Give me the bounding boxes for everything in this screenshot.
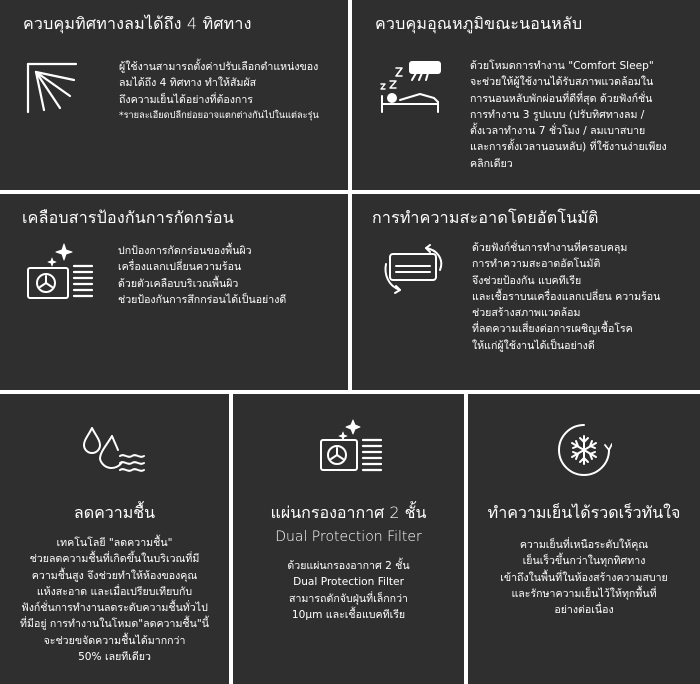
feature-panel-sleep-mode bbox=[352, 0, 700, 190]
description-line: 50% เลยทีเดียว bbox=[78, 651, 151, 664]
description-line: ให้แก่ผู้ใช้งานได้เป็นอย่างดี bbox=[472, 339, 595, 352]
description-line: เครื่องแลกเปลี่ยนความร้อน bbox=[118, 261, 242, 274]
description-line: ช่วยสร้างสภาพแวดล้อม bbox=[472, 307, 581, 320]
description-line: ปกป้องการกัดกร่อนของพื้นผิว bbox=[118, 245, 252, 257]
description-line: *รายละเอียดปลีกย่อยอาจแตกต่างกันไปในแต่ละรุ่น bbox=[119, 109, 319, 121]
description-line: การทำความสะอาดอัตโนมัติ bbox=[472, 258, 601, 271]
panel-description bbox=[0, 535, 229, 665]
description-line: เทคโนโลยี "ลดความชื้น" bbox=[56, 537, 173, 549]
description-line: การทำงาน 3 รูปแบบ (ปรับทิศทางลม / bbox=[470, 108, 645, 121]
panel-title: ทำความเย็นได้รวดเร็วทันใจ bbox=[487, 503, 681, 522]
description-line: และการตั้งเวลานอนหลับ) ที่ใช้งานง่ายเพียง bbox=[470, 141, 667, 154]
air-filter-icon bbox=[319, 418, 383, 474]
panel-title: ลดความชื้น bbox=[73, 503, 156, 522]
feature-panel-dehumidify bbox=[0, 394, 229, 684]
description-line: ความเย็นที่เหนือระดับให้คุณ bbox=[519, 539, 649, 551]
panel-description bbox=[119, 59, 319, 124]
panel-title: แผ่นกรองอากาศ 2 ชั้น bbox=[270, 503, 427, 522]
sleep-mode-icon bbox=[376, 58, 444, 116]
description-line: ถึงความเย็นได้อย่างที่ต้องการ bbox=[119, 93, 253, 106]
description-line: ด้วยแผ่นกรองอากาศ 2 ชั้น bbox=[287, 560, 410, 572]
description-line: ด้วยฟังก์ชั่นการทำงานที่ครอบคลุม bbox=[472, 242, 628, 254]
description-line: คลิกเดียว bbox=[470, 157, 513, 170]
description-line: แห้งสะอาด และเมื่อเปรียบเทียบกับ bbox=[36, 585, 193, 598]
description-line: ช่วยป้องกันการสึกกร่อนได้เป็นอย่างดี bbox=[118, 293, 287, 306]
feature-panel-auto-clean bbox=[352, 194, 700, 390]
wind-directions-icon bbox=[26, 62, 78, 114]
panel-description bbox=[233, 558, 464, 623]
description-line: ที่ลดความเสี่ยงต่อการเผชิญเชื้อโรค bbox=[472, 323, 633, 336]
panel-title: เคลือบสารป้องกันการกัดกร่อน bbox=[22, 208, 234, 227]
description-line: ช่วยลดความชื้นที่เกิดขึ้นในบริเวณที่มี bbox=[29, 553, 200, 566]
description-line: Dual Protection Filter bbox=[293, 576, 404, 589]
panel-description bbox=[472, 240, 660, 354]
description-line: 10μm และเชื้อแบคทีเรีย bbox=[291, 608, 406, 621]
panel-description bbox=[468, 537, 700, 618]
description-line: ด้วยตัวเคลือบบริเวณพื้นผิว bbox=[118, 277, 239, 290]
anti-corrosion-coil-icon bbox=[24, 242, 96, 304]
description-line: อย่างต่อเนื่อง bbox=[554, 604, 614, 617]
panel-title: การทำความสะอาดโดยอัตโนมัติ bbox=[372, 208, 599, 227]
description-line: ฟังก์ชั่นการทำงานลดระดับความชื้นทั่วไป bbox=[21, 602, 208, 615]
description-line: จะช่วยขจัดความชื้นได้มากกว่า bbox=[43, 634, 186, 647]
feature-panel-anti-corrosion bbox=[0, 194, 348, 390]
description-line: จึงช่วยป้องกัน แบคทีเรีย bbox=[472, 274, 582, 287]
description-line: ด้วยโหมดการทำงาน "Comfort Sleep" bbox=[470, 60, 654, 72]
description-line: เย็นเร็วขึ้นกว่าในทุกทิศทาง bbox=[522, 555, 646, 568]
fast-cooling-snowflake-icon bbox=[556, 422, 612, 478]
description-line: และเชื้อราบนเครื่องแลกเปลี่ยน ความร้อน bbox=[472, 290, 661, 303]
description-line: ตั้งเวลาทำงาน 7 ชั่วโมง / ลมเบาสบาย bbox=[470, 125, 646, 138]
panel-title: ควบคุมอุณหภูมิขณะนอนหลับ bbox=[375, 14, 583, 33]
description-line: จะช่วยให้ผู้ใช้งานได้รับสภาพแวดล้อมใน bbox=[470, 76, 654, 89]
description-line: ความชื้นสูง จึงช่วยทำให้ห้องของคุณ bbox=[31, 569, 198, 582]
panel-subtitle: Dual Protection Filter bbox=[275, 529, 422, 545]
panel-description bbox=[118, 243, 286, 308]
description-line: และรักษาความเย็นไว้ให้ทุกพื้นที่ bbox=[511, 587, 657, 600]
description-line: ที่มีอยู่ การทำงานในโหมด"ลดความชื้น"นี้ bbox=[20, 618, 209, 631]
feature-panel-wind-direction bbox=[0, 0, 348, 190]
feature-panel-fast-cooling bbox=[468, 394, 700, 684]
description-line: สามารถดักจับฝุ่นที่เล็กกว่า bbox=[289, 592, 408, 605]
panel-description bbox=[470, 58, 667, 172]
description-line: การนอนหลับพักผ่อนที่ดีที่สุด ด้วยฟังก์ชั่น bbox=[470, 92, 653, 105]
auto-clean-icon bbox=[382, 244, 446, 298]
panel-title: ควบคุมทิศทางลมได้ถึง 4 ทิศทาง bbox=[23, 14, 252, 33]
description-line: เข้าถึงในพื้นที่ในห้องสร้างความสบาย bbox=[500, 571, 668, 584]
description-line: ผู้ใช้งานสามารถตั้งค่าปรับเลือกตำแหน่งของ bbox=[119, 61, 319, 73]
feature-panel-air-filter bbox=[233, 394, 464, 684]
humidity-drops-icon bbox=[82, 424, 146, 474]
description-line: ลมได้ถึง 4 ทิศทาง ทำให้สัมผัส bbox=[119, 77, 257, 90]
